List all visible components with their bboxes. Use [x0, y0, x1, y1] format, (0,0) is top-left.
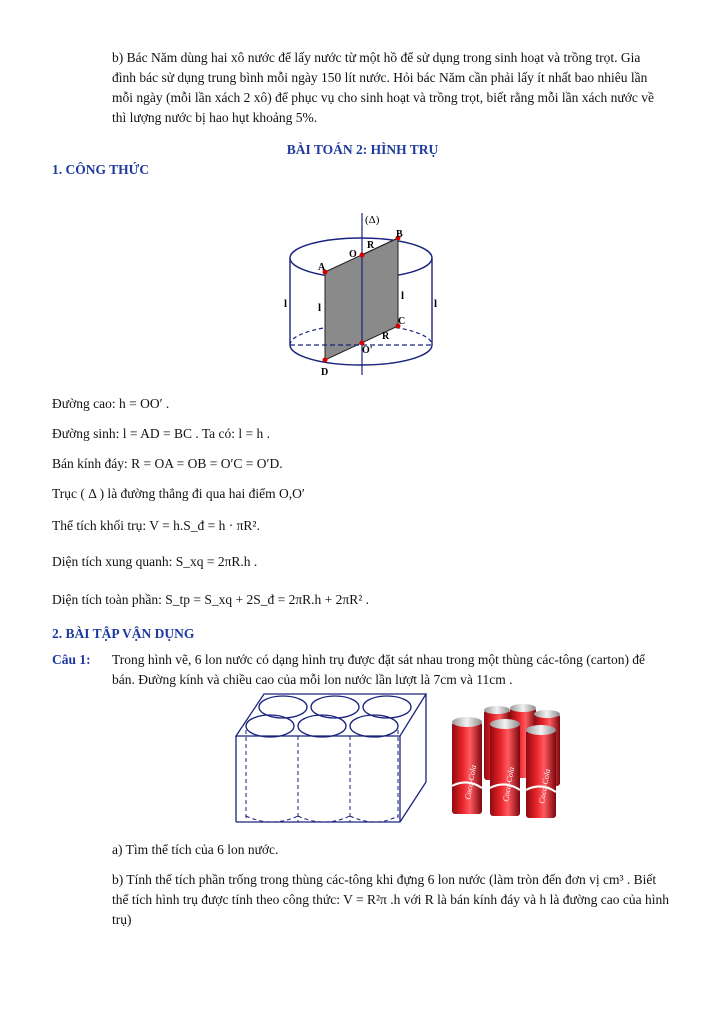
cylinder-figure [280, 205, 450, 380]
formula-radius: Bán kính đáy: R = OA = OB = O′C = O′D. [52, 456, 283, 471]
formula-height: Đường cao: h = OO′ . [52, 396, 170, 411]
top-paragraph: b) Bác Năm dùng hai xô nước để lấy nước từ một hồ để sử dụng trong sinh hoạt và trồng trọt. Gia đình bác sử dụng trung bình mỗi ngày 150 lít nước. Hỏi bác Năm cần phải lấy ít nhất bao nhiêu lần mỗi ngày (mỗi lần xách 2 xô) để phục vụ cho sinh hoạt và trồng trọt, biết rằng mỗi lần xách nước về thì lượng nước bị hao hụt khoảng 5%. [112, 50, 654, 125]
svg-text:O: O [349, 249, 357, 260]
svg-text:B: B [396, 229, 403, 240]
problem-title: BÀI TOÁN 2: HÌNH TRỤ [286, 142, 439, 157]
formula-generatrix: Đường sinh: l = AD = BC . Ta có: l = h . [52, 426, 270, 441]
svg-text:l: l [434, 298, 438, 310]
axis-label: (Δ) [365, 214, 380, 226]
svg-text:l: l [318, 302, 322, 314]
svg-text:l: l [401, 290, 405, 302]
svg-text:A: A [318, 262, 326, 273]
svg-text:l: l [284, 298, 288, 310]
question-label: Câu 1: [52, 652, 91, 667]
carton-figure [230, 690, 430, 825]
part-b: b) Tính thể tích phần trống trong thùng các-tông khi đựng 6 lon nước (làm tròn đến đơn vị cm³ . Biết thể tích hình trụ được tính theo công thức: V = R²π .h với R là bán kính đáy và h là đường cao của hình trụ) [112, 872, 670, 927]
formula-lateral-area: Diện tích xung quanh: S_xq = 2πR.h . [52, 554, 258, 569]
svg-text:Coca-Cola: Coca-Cola [537, 768, 553, 805]
svg-text:C: C [398, 316, 406, 327]
svg-text:Coca-Cola: Coca-Cola [463, 764, 479, 801]
cans-photo [440, 700, 570, 825]
part-a: a) Tìm thể tích của 6 lon nước. [112, 842, 279, 857]
svg-text:R: R [382, 331, 390, 342]
formula-total-area: Diện tích toàn phần: S_tp = S_xq + 2S_đ = 2πR.h + 2πR² . [52, 592, 370, 607]
svg-text:R: R [367, 240, 375, 251]
svg-text:D: D [321, 367, 329, 378]
formula-volume: Thể tích khối trụ: V = h.S_đ = h · πR². [52, 518, 260, 533]
section1-title: 1. CÔNG THỨC [52, 162, 150, 177]
svg-text:O': O' [362, 345, 373, 356]
formula-axis: Trục ( Δ ) là đường thẳng đi qua hai điểm O,O′ [52, 486, 305, 501]
question-text: Trong hình vẽ, 6 lon nước có dạng hình trụ được đặt sát nhau trong một thùng các-tông (carton) để bán. Đường kính và chiều cao của mỗi lon nước lần lượt là 7cm và 11cm . [112, 652, 646, 687]
section2-title: 2. BÀI TẬP VẬN DỤNG [52, 626, 195, 641]
svg-text:Coca-Cola: Coca-Cola [501, 766, 517, 803]
